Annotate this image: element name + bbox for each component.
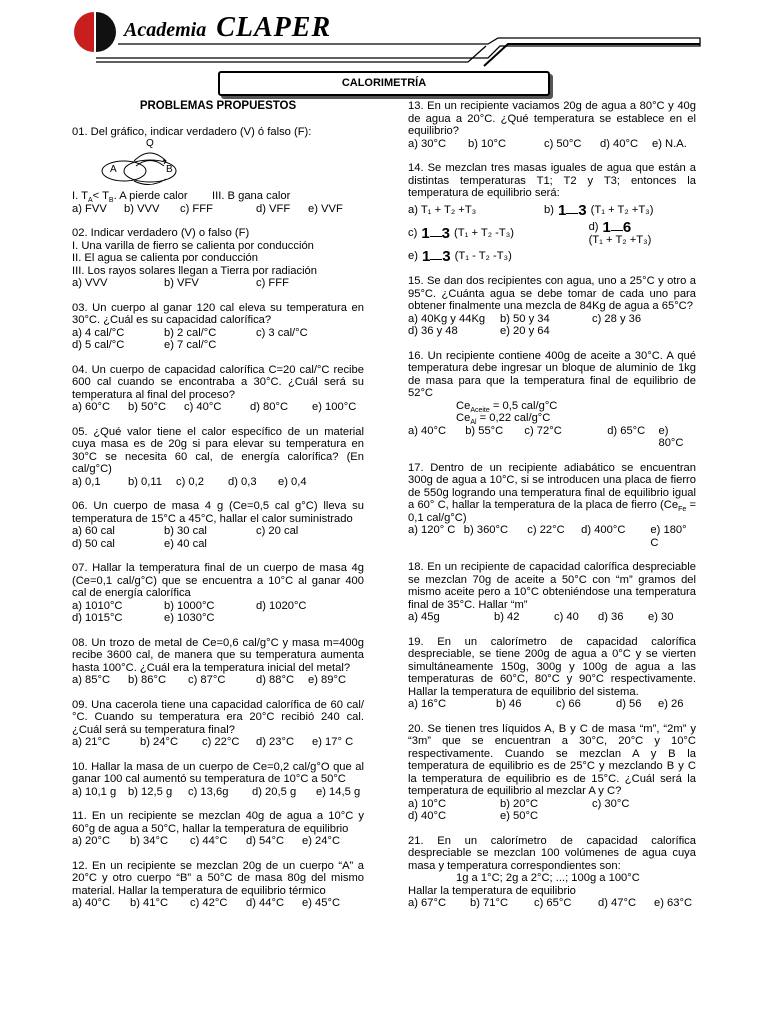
option[interactable]: b) 12,5 g	[128, 785, 173, 798]
option[interactable]: c) 40	[554, 611, 579, 623]
section-title: PROBLEMAS PROPUESTOS	[139, 100, 297, 112]
option[interactable]: d) 36 y 48	[408, 325, 458, 337]
answer-options	[72, 203, 364, 216]
question-text: 08. Un trozo de metal de Ce=0,6 cal/g°C y masa m=400g recibe 3600 cal, de manera que su temperatura aumenta hasta 100°C. ¿Cuál era la temperatura inicial del metal?	[72, 636, 364, 674]
option[interactable]: b) 46	[496, 698, 522, 710]
question-10	[72, 761, 364, 799]
option[interactable]: d) 50 cal	[72, 537, 115, 550]
option[interactable]: b) 34°C	[130, 835, 169, 847]
option[interactable]: a) 30°C	[408, 137, 447, 150]
fraction-one-third: 1 3	[421, 224, 451, 242]
option[interactable]: d) 400°C	[581, 524, 626, 536]
option[interactable]: d) 56	[616, 698, 642, 710]
question-text: 18. En un recipiente de capacidad calorífica despreciable se mezclan 70g de aceite a 50°C con “m” gramos del mismo aceite pero a 10°C obteniéndose una temperatura final de 35°C. Hallar “m”	[408, 561, 696, 611]
brand-claper: CLAPER	[216, 12, 332, 43]
option[interactable]: b) 50 y 34	[500, 312, 550, 325]
option[interactable]: e) VVF	[308, 202, 343, 215]
option[interactable]: b) 50°C	[128, 401, 167, 413]
option[interactable]: c) 30°C	[592, 797, 630, 810]
option[interactable]: c) FFF	[180, 202, 213, 215]
question-text: 05. ¿Qué valor tiene el calor específico de un material cuya masa es de 20g si para elevar su temperatura en 30°C se necesita 60 cal, de energía calorífica? (En cal/g°C)	[72, 425, 364, 475]
answer-options	[408, 611, 696, 624]
option[interactable]: d) 40°C	[408, 810, 447, 822]
option[interactable]: d) 47°C	[598, 897, 637, 909]
question-21	[408, 835, 696, 910]
option[interactable]: c) 20 cal	[256, 525, 299, 537]
option[interactable]: d) 1 6(T₁ + T₂ +T₃)	[588, 218, 652, 246]
question-14	[408, 162, 696, 263]
option[interactable]: a) 1010°C	[72, 599, 123, 612]
answer-options	[72, 612, 364, 625]
option[interactable]: a) 40°C	[408, 424, 447, 437]
option[interactable]: b) VVV	[124, 202, 160, 215]
answer-options	[72, 736, 364, 749]
option[interactable]: a) 16°C	[408, 698, 447, 710]
diagram-label-a: A	[110, 164, 117, 175]
option[interactable]: c) 42°C	[190, 897, 228, 909]
option[interactable]: e) 26	[658, 698, 684, 710]
heat-flow-diagram	[84, 138, 194, 187]
question-text: 02. Indicar verdadero (V) o falso (F)	[72, 227, 250, 239]
fraction-one-third: 1 3	[557, 201, 587, 219]
answer-options	[408, 325, 696, 338]
option[interactable]: d) 1020°C	[256, 599, 307, 612]
question-text: 14. Se mezclan tres masas iguales de agua que están a distintas temperaturas T1; T2 y T3; entonces la temperatura de equilibrio será:	[408, 162, 696, 199]
answer-options	[72, 600, 364, 613]
specific-heat-oil: $Ce_{Aceite} = 0,5$ cal/g°C	[456, 399, 558, 414]
option[interactable]: e) 80°C	[658, 424, 684, 449]
statement: I. Una varilla de fierro se calienta por conducción	[72, 239, 314, 252]
question-11	[72, 810, 364, 848]
question-02	[72, 227, 364, 290]
option[interactable]: c) 65°C	[534, 897, 572, 909]
heat-flow-graphic	[84, 141, 194, 187]
option[interactable]: d) 0,3	[228, 475, 257, 488]
option[interactable]: b) 30 cal	[164, 525, 207, 537]
option[interactable]: e) 63°C	[654, 897, 693, 909]
fraction-one-sixth: 1 6	[602, 218, 632, 236]
option[interactable]: d) 65°C	[607, 424, 646, 437]
statement-1: I. $T_A< T_B$. A pierde calor	[72, 190, 188, 205]
question-text: 15. Se dan dos recipientes con agua, uno a 25°C y otro a 95°C. ¿Cuánta agua se debe tomar de cada uno para obtener finalmente una mezcla de 84Kg de agua a 65°C?	[408, 275, 696, 312]
option[interactable]: a) 0,1	[72, 475, 101, 488]
option[interactable]: e) 20 y 64	[500, 325, 550, 337]
option[interactable]: c) 22°C	[527, 524, 565, 536]
answer-options	[408, 810, 696, 823]
option[interactable]: c) 13,6g	[188, 785, 229, 798]
question-text: 01. Del gráfico, indicar verdadero (V) ó falso (F):	[72, 125, 312, 138]
question-text: 17. Dentro de un recipiente adiabático se encuentran 300g de agua a 10°C, si se introducen una placa de fierro de 550g logrando una temperatura final de equilibrio igual a 60° C, hallar la temperatura de la placa de fierro ($Ce_{Fe} = 0,1$ cal/g°C)	[408, 461, 696, 524]
answer-options	[408, 897, 696, 910]
question-13	[408, 100, 696, 150]
option[interactable]: c) 66	[556, 698, 581, 710]
answer-options	[72, 786, 364, 799]
option[interactable]: d) 54°C	[246, 835, 285, 847]
question-prompt: Hallar la temperatura de equilibrio	[408, 884, 576, 897]
option[interactable]: b) 41°C	[130, 897, 169, 909]
option[interactable]: b) 55°C	[465, 424, 504, 437]
question-16	[408, 350, 696, 450]
option[interactable]: e) 45°C	[302, 897, 341, 909]
option[interactable]: a) T₁ + T₂ +T₃	[408, 203, 477, 216]
option[interactable]: e) 14,5 g	[316, 785, 361, 798]
option[interactable]: d) 40°C	[600, 137, 639, 150]
option[interactable]: b) 10°C	[468, 137, 507, 150]
question-05	[72, 426, 364, 489]
question-text: 10. Hallar la masa de un cuerpo de Ce=0,2 cal/g°O que al ganar 100 cal aumentó su temperatura de 10°C a 50°C	[72, 760, 364, 785]
option[interactable]: a) 40Kg y 44Kg	[408, 312, 486, 325]
series-description: 1g a 1°C; 2g a 2°C; ...; 100g a 100°C	[456, 872, 640, 884]
option[interactable]: a) 85°C	[72, 674, 111, 686]
option[interactable]: d) 20,5 g	[252, 785, 297, 798]
option[interactable]: a) 20°C	[72, 835, 111, 847]
option[interactable]: c) 22°C	[202, 736, 240, 748]
question-text: 03. Un cuerpo al ganar 120 cal eleva su temperatura en 30°C. ¿Cuál es su capacidad calorífica?	[72, 301, 364, 326]
question-text: 16. Un recipiente contiene 400g de aceite a 30°C. A qué temperatura debe ingresar un bloque de aluminio de 1kg de masa para que la temperatura final de equilibrio de 52°C	[408, 349, 696, 399]
answer-options	[72, 674, 364, 687]
diagram-label-b: B	[166, 164, 173, 175]
answer-options	[72, 525, 364, 538]
option[interactable]: c) 3 cal/°C	[256, 326, 308, 339]
option[interactable]: e) 24°C	[302, 835, 341, 847]
question-09	[72, 699, 364, 749]
option[interactable]: c) 44°C	[190, 835, 228, 847]
question-04	[72, 364, 364, 414]
option[interactable]: c) 87°C	[188, 674, 226, 686]
answer-options	[408, 524, 696, 549]
question-text: 20. Se tienen tres líquidos A, B y C de masa “m”, “2m” y “3m” que se encuentran a 30°C, 20°C y 10°C respectivamente. Cuando se mezclan A y B la temperatura de equilibrio es de 25°C y mezclando B y C la temperatura de equilibrio es de 15°C. ¿Cuál será la temperatura de equilibrio al mezclar A y C?	[408, 722, 696, 797]
question-text: 13. En un recipiente vaciamos 20g de agua a 80°C y 40g de agua a 20°C. ¿Qué temperatura se establece en el equilibrio?	[408, 100, 696, 137]
option[interactable]: e) 30	[648, 611, 674, 623]
question-text: 07. Hallar la temperatura final de un cuerpo de masa 4g (Ce=0,1 cal/g°C) que se encuentra a 10°C al ganar 400 cal de energía calorífica	[72, 562, 364, 599]
answer-options	[72, 835, 364, 848]
question-text: 09. Una cacerola tiene una capacidad calorífica de 60 cal/°C. Cuando su temperatura era 20°C recibió 240 cal. ¿Cuál será su temperatura final?	[72, 698, 364, 736]
answer-options	[408, 138, 696, 151]
option[interactable]: b) 71°C	[470, 897, 509, 909]
left-column	[72, 100, 364, 922]
question-17	[408, 462, 696, 550]
fraction-one-third: 1 3	[421, 248, 451, 265]
option[interactable]: d) 44°C	[246, 897, 285, 909]
option[interactable]: e) 0,4	[278, 475, 307, 488]
diagram-label-q: Q	[146, 138, 154, 149]
option[interactable]: d) 5 cal/°C	[72, 339, 125, 351]
option[interactable]: d) 88°C	[256, 674, 295, 686]
question-20	[408, 723, 696, 823]
option[interactable]: e) 180° C	[650, 524, 687, 549]
question-text: 06. Un cuerpo de masa 4 g (Ce=0,5 cal g°C) lleva su temperatura de 15°C a 45°C, hallar el calor suministrado	[72, 500, 364, 525]
option[interactable]: b) 1000°C	[164, 599, 215, 612]
statement: III. Los rayos solares llegan a Tierra por radiación	[72, 264, 318, 277]
option[interactable]: a) 21°C	[72, 736, 111, 748]
option[interactable]: a) 120° C	[408, 524, 456, 536]
page-title: CALORIMETRÍA	[218, 71, 550, 96]
specific-heat-aluminium: $Ce_{Al} = 0,22$ cal/g°C	[456, 412, 551, 427]
answer-options	[72, 339, 364, 352]
option[interactable]: a) 40°C	[72, 897, 111, 909]
option[interactable]: a) 45g	[408, 611, 440, 623]
option[interactable]: e) N.A.	[652, 137, 687, 150]
answer-options	[72, 277, 364, 290]
option[interactable]: b) 42	[494, 611, 520, 623]
question-15	[408, 275, 696, 338]
option[interactable]: b) 0,11	[128, 475, 162, 488]
option[interactable]: b) 24°C	[140, 736, 179, 748]
answer-options	[72, 897, 364, 910]
option[interactable]: d) 80°C	[250, 401, 289, 413]
option[interactable]: a) 10°C	[408, 797, 447, 810]
question-18	[408, 561, 696, 624]
statement-3: III. B gana calor	[212, 190, 291, 202]
option[interactable]: a) VVV	[72, 277, 108, 289]
option[interactable]: a) 67°C	[408, 897, 447, 909]
answer-options	[408, 218, 696, 247]
option[interactable]: c) FFF	[256, 277, 289, 289]
question-01	[72, 126, 364, 216]
brand-academia: Academia	[124, 19, 207, 41]
question-06	[72, 500, 364, 550]
answer-options	[72, 327, 364, 340]
right-column	[408, 100, 696, 922]
option[interactable]: b) VFV	[164, 277, 199, 289]
answer-options	[72, 538, 364, 551]
option[interactable]: e) 100°C	[312, 401, 357, 413]
answer-options	[408, 201, 696, 219]
option[interactable]: a) 4 cal/°C	[72, 326, 125, 339]
question-text: 04. Un cuerpo de capacidad calorífica C=20 cal/°C recibe 600 cal cuando se encontraba a 30°C. ¿Cuál será su temperatura al final del proceso?	[72, 363, 364, 401]
option[interactable]: b) 360°C	[463, 524, 509, 536]
option[interactable]: d) 36	[598, 611, 624, 623]
answer-options	[408, 698, 696, 711]
option[interactable]: e) 40 cal	[164, 537, 207, 550]
statement: II. El agua se calienta por conducción	[72, 252, 258, 264]
statements	[72, 190, 364, 203]
answer-options	[408, 425, 696, 450]
option[interactable]: e) 17° C	[312, 736, 354, 748]
answer-options	[408, 798, 696, 811]
option[interactable]: d) 1015°C	[72, 612, 123, 624]
option[interactable]: c) 50°C	[544, 137, 582, 150]
question-19	[408, 636, 696, 711]
question-03	[72, 302, 364, 352]
option[interactable]: e) 1 3 (T₁ - T₂ -T₃)	[408, 248, 512, 265]
option[interactable]: c) 1 3 (T₁ + T₂ -T₃)	[408, 224, 515, 242]
option[interactable]: a) 60 cal	[72, 525, 115, 537]
option[interactable]: d) VFF	[256, 202, 291, 215]
option[interactable]: d) 23°C	[256, 736, 295, 748]
question-text: 11. En un recipiente se mezclan 40g de agua a 10°C y 60°g de agua a 50°C, hallar la temperatura de equilibrio	[72, 810, 364, 835]
answer-options	[408, 313, 696, 326]
answer-options	[72, 476, 364, 489]
answer-options	[408, 250, 696, 263]
option[interactable]: e) 1030°C	[164, 612, 215, 624]
option[interactable]: c) 28 y 36	[592, 312, 642, 325]
option[interactable]: b) 20°C	[500, 797, 539, 810]
question-07	[72, 562, 364, 625]
question-text: 12. En un recipiente se mezclan 20g de un cuerpo “A” a 20°C y otro cuerpo “B” a 50°C de masa 80g del mismo material. Hallar la temperatura de equilibrio térmico	[72, 859, 364, 897]
option[interactable]: e) 89°C	[308, 674, 347, 686]
question-text: 19. En un calorímetro de capacidad calorífica despreciable, se tiene 200g de agua a 0°C y se vierten simultáneamente 150g, 300g y 100g de agua a las temperaturas de 60°C, 80°C y 90°C respectivamente. Hallar la temperatura de equilibrio del sistema.	[408, 635, 696, 698]
option[interactable]: e) 7 cal/°C	[164, 339, 217, 351]
option[interactable]: c) 72°C	[524, 424, 562, 437]
header-rule	[0, 0, 768, 70]
question-08	[72, 637, 364, 687]
option[interactable]: a) 60°C	[72, 401, 111, 413]
option[interactable]: a) 10,1 g	[72, 785, 117, 798]
option[interactable]: c) 0,2	[176, 475, 204, 488]
page-header	[0, 0, 768, 70]
option[interactable]: a) FVV	[72, 202, 107, 215]
option[interactable]: c) 40°C	[184, 401, 222, 413]
option[interactable]: b) 86°C	[128, 674, 167, 686]
answer-options	[72, 401, 364, 414]
question-12	[72, 860, 364, 910]
question-text: 21. En un calorímetro de capacidad calorífica despreciable se mezclan 100 volúmenes de agua cuya masa y temperatura correspondientes son:	[408, 834, 696, 872]
option[interactable]: b) 2 cal/°C	[164, 326, 217, 339]
option[interactable]: e) 50°C	[500, 810, 539, 822]
option[interactable]: b) 1 3 (T₁ + T₂ +T₃)	[544, 201, 654, 219]
